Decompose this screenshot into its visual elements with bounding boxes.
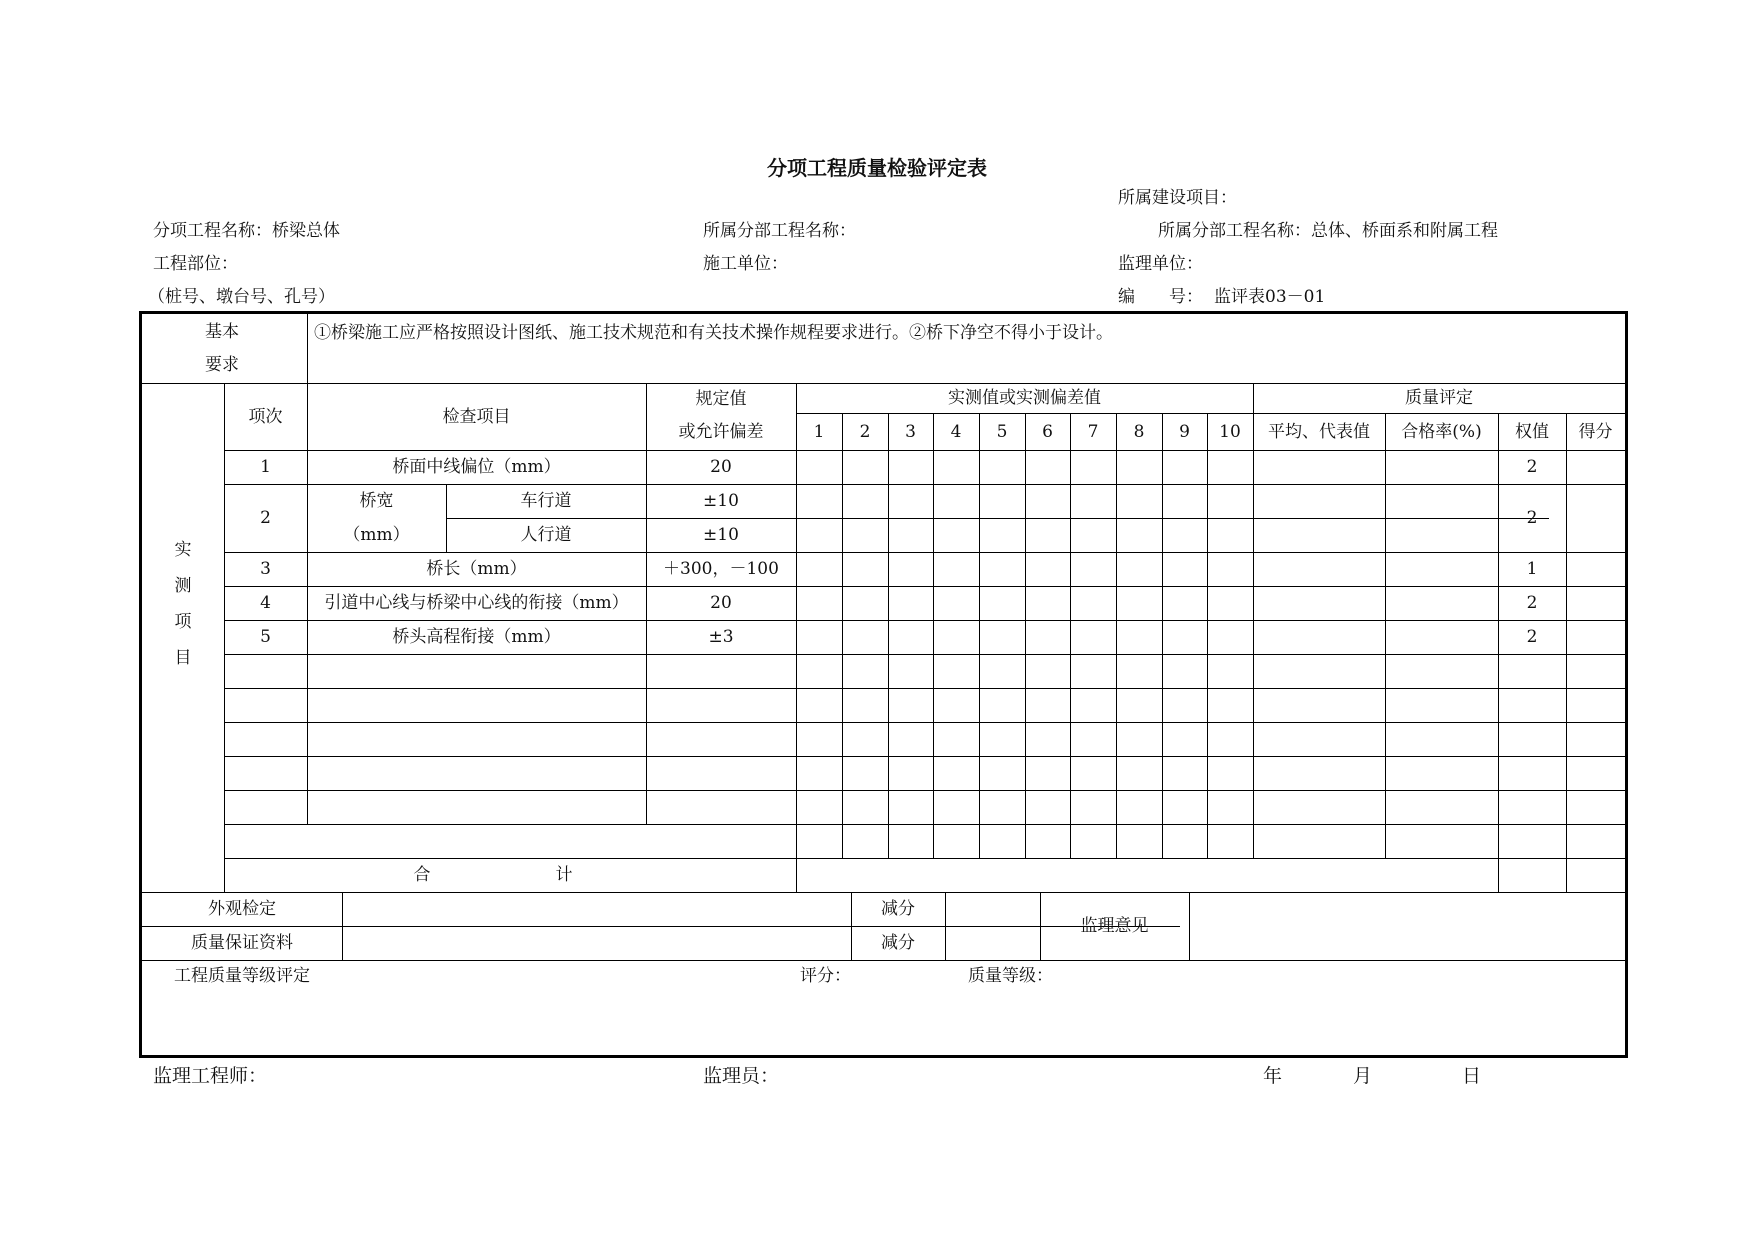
row-2-spec-a: ±10: [703, 491, 739, 511]
grade-eval-label: 工程质量等级评定: [174, 966, 310, 986]
division-name-value: 所属分部工程名称：总体、桥面系和附属工程: [1158, 221, 1498, 241]
col-num-7: 7: [1087, 421, 1099, 442]
col-item-no: 项次: [248, 406, 283, 427]
division-name-label: 所属分部工程名称：: [703, 221, 856, 241]
measured-label-3: 项: [174, 612, 192, 632]
subitem-name-label: 分项工程名称：桥梁总体: [153, 221, 340, 241]
col-num-9: 9: [1179, 421, 1190, 442]
supervisor-unit-label: 监理单位：: [1118, 254, 1203, 274]
col-measured: 实测值或实测偏差值: [948, 388, 1101, 408]
quality-docs-label: 质量保证资料: [191, 933, 293, 953]
col-avg: 平均、代表值: [1268, 421, 1370, 442]
col-num-8: 8: [1133, 421, 1145, 442]
row-3-item: 桥长（mm）: [426, 559, 527, 579]
score-label: 评分：: [800, 966, 851, 986]
col-pass-rate: 合格率(%): [1401, 421, 1482, 442]
stake-note: （桩号、墩台号、孔号）: [148, 287, 335, 307]
row-4-item: 引道中心线与桥梁中心线的衔接（mm）: [324, 593, 629, 613]
col-num-4: 4: [950, 421, 962, 442]
date-month: 月: [1353, 1065, 1373, 1087]
col-eval: 质量评定: [1405, 388, 1473, 408]
row-2-weight: 2: [1526, 508, 1538, 528]
row-5-no: 5: [260, 627, 271, 647]
row-2-sub-b: 人行道: [520, 525, 572, 545]
project-label: 所属建设项目：: [1118, 188, 1237, 208]
row-3-no: 3: [260, 559, 271, 579]
col-num-3: 3: [905, 421, 916, 442]
col-num-5: 5: [996, 421, 1008, 442]
col-num-6: 6: [1042, 421, 1053, 442]
date-day: 日: [1462, 1065, 1482, 1087]
date-year: 年: [1263, 1065, 1283, 1087]
supervision-opinion-label: 监理意见: [1080, 916, 1149, 936]
number-value: 监评表03－01: [1214, 287, 1326, 307]
contractor-label: 施工单位：: [703, 254, 788, 274]
number-label: 编 号：: [1118, 287, 1203, 307]
basic-label-1: 基本: [205, 322, 239, 342]
grade-label: 质量等级：: [968, 966, 1053, 986]
measured-label-4: 目: [174, 648, 192, 668]
row-4-spec: 20: [710, 593, 732, 613]
appearance-label: 外观检定: [208, 899, 276, 919]
row-2-item: 桥宽: [359, 491, 394, 511]
row-2-sub-a: 车行道: [520, 491, 572, 511]
row-5-weight: 2: [1526, 627, 1538, 647]
col-spec-2: 或允许偏差: [678, 422, 764, 442]
row-4-weight: 2: [1526, 593, 1538, 613]
deduct-label-1: 减分: [881, 899, 915, 919]
total-ji: 计: [555, 865, 573, 885]
basic-requirement-text: ①桥梁施工应严格按照设计图纸、施工技术规范和有关技术操作规程要求进行。②桥下净空不得小于设计。: [314, 323, 1113, 343]
col-weight: 权值: [1515, 421, 1549, 442]
row-1-spec: 20: [710, 457, 732, 477]
row-2-spec-b: ±10: [703, 525, 739, 545]
col-num-1: 1: [813, 421, 825, 442]
col-score: 得分: [1578, 421, 1613, 442]
evaluation-table: [139, 311, 1628, 1058]
basic-label-2: 要求: [205, 355, 239, 375]
measured-label-1: 实: [174, 540, 192, 560]
location-label: 工程部位：: [153, 254, 238, 274]
form-title: 分项工程质量检验评定表: [767, 156, 987, 180]
row-1-no: 1: [260, 457, 271, 477]
inspector-signature-label: 监理员：: [703, 1065, 780, 1087]
col-num-10: 10: [1219, 421, 1241, 442]
row-2-no: 2: [260, 508, 271, 528]
row-4-no: 4: [260, 593, 271, 613]
row-1-item: 桥面中线偏位（mm）: [392, 457, 561, 477]
engineer-signature-label: 监理工程师：: [153, 1065, 268, 1087]
col-num-2: 2: [859, 421, 871, 442]
row-3-spec: ＋300，－100: [663, 559, 779, 579]
deduct-label-2: 减分: [881, 933, 915, 953]
row-1-weight: 2: [1526, 457, 1538, 477]
row-5-item: 桥头高程衔接（mm）: [392, 627, 561, 647]
col-spec-1: 规定值: [695, 389, 747, 409]
col-check-item: 检查项目: [442, 406, 511, 427]
row-2-item-unit: （mm）: [343, 525, 410, 545]
row-5-spec: ±3: [708, 627, 734, 647]
measured-label-2: 测: [174, 576, 192, 596]
row-3-weight: 1: [1526, 559, 1538, 579]
total-he: 合: [413, 865, 431, 885]
